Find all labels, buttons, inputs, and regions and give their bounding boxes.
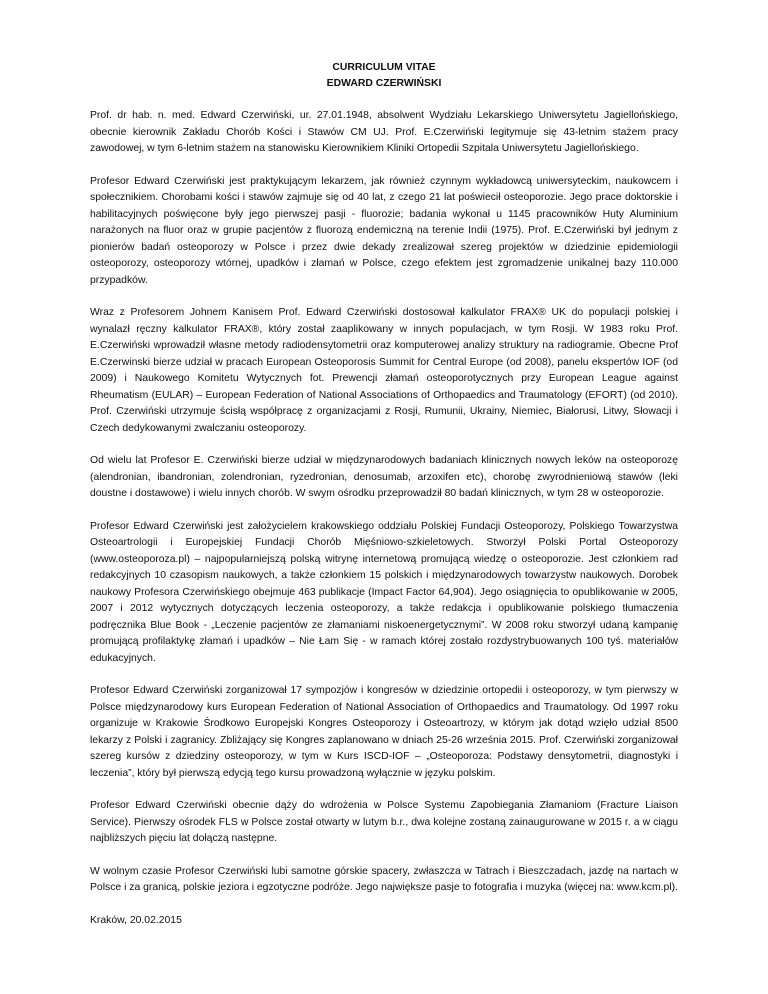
document-page: [90, 60, 678, 929]
paragraph-hobbies: W wolnym czasie Profesor Czerwiński lubi samotne górskie spacery, zwłaszcza w Tatrach i Bieszczadach, jazdę na nartach w Polsce i za granicą, polskie jeziora i egzotyczne podróże. Jego największe pasje to fotografia i muzyka (więcej na: www.kcm.pl).: [90, 865, 678, 893]
paragraph-congresses: Profesor Edward Czerwiński zorganizował 17 sympozjów i kongresów w dziedzinie ortopedii i osteoporozy, w tym pierwszy w Polsce międzynarodowy kurs European Federation of National Association of Orthopaedics and Traumatology. Od 1997 roku organizuje w Krakowie Środkowo Europejski Kongres Osteoporozy i Osteoartrozy, w którym jak dotąd wzięło udział 8500 lekarzy z Polski i zagranicy. Zbliżający się Kongres zaplanowano w dniach 25-26 września 2015. Prof. Czerwiński zorganizował szereg kursów z dziedziny osteoporozy, w tym w Kurs ISCD-IOF – „Osteoporoza: Podstawy densytometrii, diagnostyki i leczenia”, który był pierwszą edycją tego kursu prowadzoną wyłącznie w języku polskim.: [90, 685, 678, 779]
paragraph-clinical-trials: Od wielu lat Profesor E. Czerwiński bierze udział w międzynarodowych badaniach klinicznych nowych leków na osteoporozę (alendronian, ibandronian, zolendronian, ryzedronian, denosumab, arzoxifen etc), chorobę zwyrodnieniową stawów (leki doustne i dostawowe) i wielu innych chorób. W swym ośrodku przeprowadził 80 badań klinicznych, w tym 28 w osteoporozie.: [90, 455, 678, 499]
paragraph-frax: Wraz z Profesorem Johnem Kanisem Prof. Edward Czerwiński dostosował kalkulator FRAX® UK do populacji polskiej i wynalazł ręczny kalkulator FRAX®, który został zaaplikowany w innych populacjach, w tym Rosji. W 1983 roku Prof. E.Czerwiński wprowadził własne metody radiodensytometrii oraz komputerowej analizy struktury na radiogramie. Obecne Prof E.Czerwinski bierze udział w pracach European Osteoporosis Summit for Central Europe (od 2008), panelu ekspertów IOF (od 2009) i Naukowego Komitetu Wytycznych fot. Prewencji złamań osteoporotycznych przy European League against Rheumatism (EULAR) – European Federation of National Associations of Orthopaedics and Traumatology (EFORT) (od 2010). Prof. Czerwiński utrzymuje ścisłą współpracę z organizacjami z Rosji, Rumunii, Ukrainy, Niemiec, Białorusi, Litwy, Słowacji i Czech dedykowanymi zwalczaniu osteoporozy.: [90, 307, 678, 434]
header-block: [90, 60, 678, 92]
paragraph-foundations: Profesor Edward Czerwiński jest założycielem krakowskiego oddziału Polskiej Fundacji Osteoporozy, Polskiego Towarzystwa Osteoartrologii i Europejskiej Fundacji Chorób Mięśniowo-szkieletowych. Stworzył Polski Portal Osteoporozy (www.osteoporoza.pl) – najpopularniejszą polską witrynę internetową promującą wiedzę o osteoporozie. Jest członkiem rad redakcyjnych 10 czasopism naukowych, a także członkiem 15 polskich i międzynarodowych towarzystw naukowych. Dorobek naukowy Profesora Czerwińskiego obejmuje 463 publikacje (Impact Factor 64,904). Jego osiągnięcia to opublikowanie w 2005, 2007 i 2012 wytycznych dotyczących leczenia osteoporozy, a także redakcja i opublikowanie polskiego tłumaczenia podręcznika Blue Book - „Leczenie pacjentów ze złamaniami niskoenergetycznymi”. W 2008 roku stworzył udaną kampanię promującą profilaktykę złamań i upadków – Nie Łam Się - w ramach której zostało rozdystrybuowanych 100 tyś. materiałów edukacyjnych.: [90, 520, 678, 664]
paragraph-practice: Profesor Edward Czerwiński jest praktykującym lekarzem, jak również czynnym wykładowcą uniwersyteckim, naukowcem i społecznikiem. Chorobami kości i stawów zajmuje się od 40 lat, z czego 21 lat poświecił osteoporozie. Jego prace doktorskie i habilitacyjnych poświęcone były jego pierwszej pasji - fluorozie; badania wykonał u 1145 pracowników Huty Aluminium narażonych na fluor oraz w grupie pacjentów z fluorozą endemiczną na terenie Indii (1975). Prof. E.Czerwiński był jednym z pionierów badań osteoporozy w Polsce i przez dwie dekady zrealizował szereg projektów w dziedzinie epidemiologii osteoporozy, osteoporozy wtórnej, upadków i złamań w Polsce, czego efektem jest zgromadzenie unikalnej bazy 110.000 przypadków.: [90, 175, 678, 286]
paragraph-intro: Prof. dr hab. n. med. Edward Czerwiński, ur. 27.01.1948, absolwent Wydziału Lekarskiego Uniwersytetu Jagiellońskiego, obecnie kierownik Zakładu Chorób Kości i Stawów CM UJ. Prof. E.Czerwiński legitymuje się 43-letnim stażem pracy zawodowej, w tym 6-letnim stażem na stanowisku Kierownikiem Kliniki Ortopedii Szpitala Uniwersytetu Jagiellońskiego.: [90, 110, 678, 154]
person-name: EDWARD CZERWIŃSKI: [326, 78, 442, 89]
paragraph-fls: Profesor Edward Czerwiński obecnie dąży do wdrożenia w Polsce Systemu Zapobiegania Złamaniom (Fracture Liaison Service). Pierwszy ośrodek FLS w Polsce został otwarty w lutym b.r., dwa kolejne zostaną zainaugurowane w 2015 r. a w ciągu najbliższych pięciu lat dołączą następne.: [90, 800, 678, 844]
document-title: CURRICULUM VITAE: [332, 62, 436, 73]
signoff-date: Kraków, 20.02.2015: [90, 914, 182, 926]
